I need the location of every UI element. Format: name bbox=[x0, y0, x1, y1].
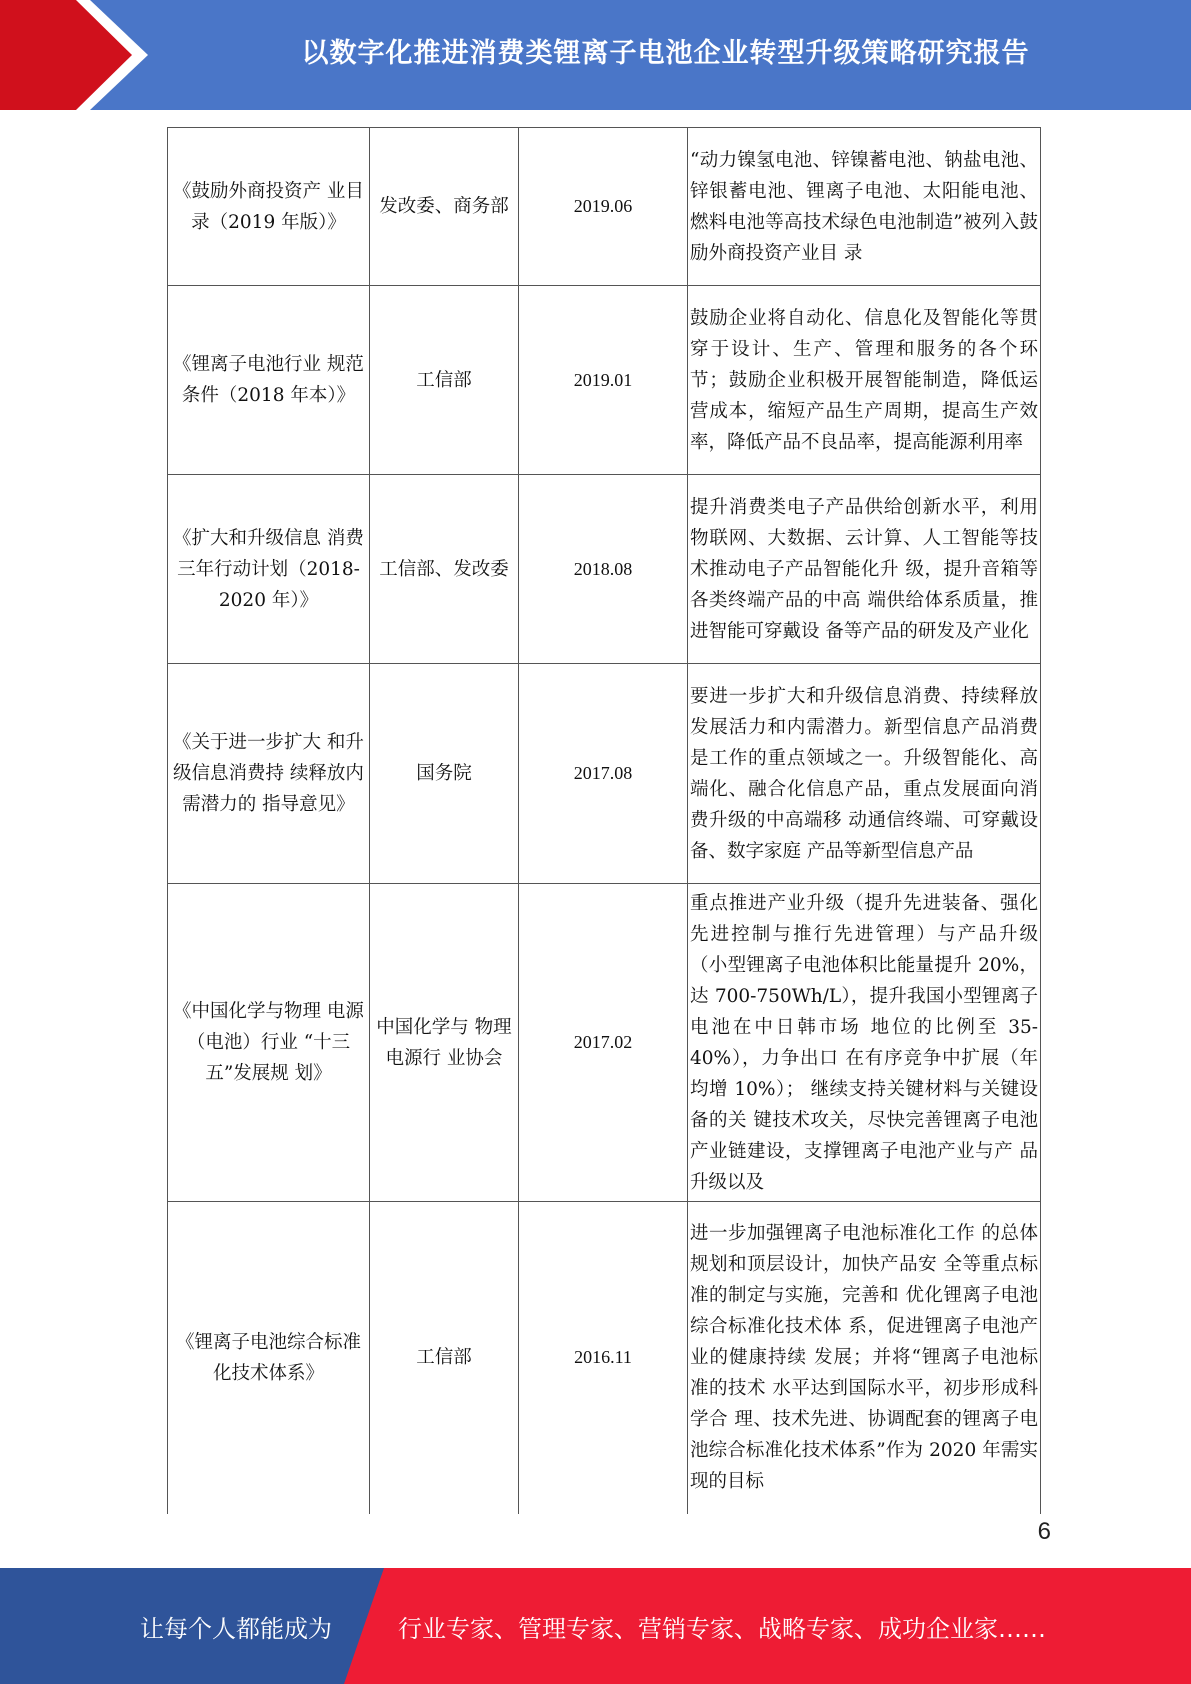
policy-name: 《锂离子电池综合标准化技术体系》 bbox=[168, 1202, 370, 1514]
policy-name: 《中国化学与物理 电源（电池）行业 “十三五”发展规 划》 bbox=[168, 884, 370, 1202]
table-row bbox=[168, 286, 1041, 475]
page-footer bbox=[0, 1568, 1191, 1684]
policy-content: 鼓励企业将自动化、信息化及智能化等贯穿于设计、生产、管理和服务的各个环节；鼓励企业积极开展智能制造，降低运营成本，缩短产品生产周期，提高生产效率，降低产品不良品率，提高能源利用率 bbox=[688, 286, 1041, 475]
policy-department: 中国化学与 物理电源行 业协会 bbox=[370, 884, 519, 1202]
policy-department: 发改委、商务部 bbox=[370, 128, 519, 286]
policy-content: 提升消费类电子产品供给创新水平，利用物联网、大数据、云计算、人工智能等技术推动电子产品智能化升 级，提升音箱等各类终端产品的中高 端供给体系质量，推进智能可穿戴设 备等产品的研发及产业化 bbox=[688, 475, 1041, 664]
policy-content: 重点推进产业升级（提升先进装备、强化先进控制与推行先进管理）与产品升级（小型锂离子电池体积比能量提升 20%，达 700-750Wh/L），提升我国小型锂离子电池在中日韩市场 地位的比例至 35-40%），力争出口 在有序竞争中扩展（年均增 10%）； 继续支持关键材料与关键设备的关 键技术攻关，尽快完善锂离子电池产业链建设，支撑锂离子电池产业与产 品升级以及 bbox=[688, 884, 1041, 1202]
policy-content: “动力镍氢电池、锌镍蓄电池、钠盐电池、锌银蓄电池、锂离子电池、太阳能电池、燃料电池等高技术绿色电池制造”被列入鼓励外商投资产业目 录 bbox=[688, 128, 1041, 286]
header-arrow-decoration bbox=[0, 0, 150, 110]
table-row bbox=[168, 128, 1041, 286]
policy-content: 进一步加强锂离子电池标准化工作 的总体规划和顶层设计，加快产品安 全等重点标准的制定与实施，完善和 优化锂离子电池综合标准化技术体 系，促进锂离子电池产业的健康持续 发展；并将“锂离子电池标准的技术 水平达到国际水平，初步形成科学合 理、技术先进、协调配套的锂离子电 池综合标准化技术体系”作为 2020 年需实现的目标 bbox=[688, 1202, 1041, 1514]
policy-name: 《锂离子电池行业 规范条件（2018 年本）》 bbox=[168, 286, 370, 475]
policy-date: 2016.11 bbox=[519, 1202, 688, 1514]
policy-date: 2019.01 bbox=[519, 286, 688, 475]
page-header bbox=[0, 0, 1191, 110]
policy-department: 工信部 bbox=[370, 1202, 519, 1514]
page-number: 6 bbox=[1037, 1518, 1051, 1545]
policy-date: 2019.06 bbox=[519, 128, 688, 286]
policy-content: 要进一步扩大和升级信息消费、持续释放发展活力和内需潜力。新型信息产品消费是工作的重点领域之一。升级智能化、高端化、融合化信息产品，重点发展面向消费升级的中高端移 动通信终端、可穿戴设备、数字家庭 产品等新型信息产品 bbox=[688, 664, 1041, 884]
policy-department: 工信部、发改委 bbox=[370, 475, 519, 664]
footer-slogan-left: 让每个人都能成为 bbox=[140, 1614, 332, 1643]
table-row bbox=[168, 884, 1041, 1202]
policy-name: 《关于进一步扩大 和升级信息消费持 续释放内需潜力的 指导意见》 bbox=[168, 664, 370, 884]
policy-date: 2018.08 bbox=[519, 475, 688, 664]
policy-name: 《扩大和升级信息 消费三年行动计划（2018-2020 年）》 bbox=[168, 475, 370, 664]
policy-date: 2017.08 bbox=[519, 664, 688, 884]
table-row bbox=[168, 664, 1041, 884]
policy-date: 2017.02 bbox=[519, 884, 688, 1202]
policy-department: 国务院 bbox=[370, 664, 519, 884]
table-row bbox=[168, 475, 1041, 664]
policy-name: 《鼓励外商投资产 业目录（2019 年版）》 bbox=[168, 128, 370, 286]
footer-slogan-right: 行业专家、管理专家、营销专家、战略专家、成功企业家…… bbox=[398, 1614, 1046, 1643]
report-title: 以数字化推进消费类锂离子电池企业转型升级策略研究报告 bbox=[301, 37, 1030, 69]
table-row bbox=[168, 1202, 1041, 1514]
policy-table bbox=[167, 127, 1041, 1514]
policy-department: 工信部 bbox=[370, 286, 519, 475]
